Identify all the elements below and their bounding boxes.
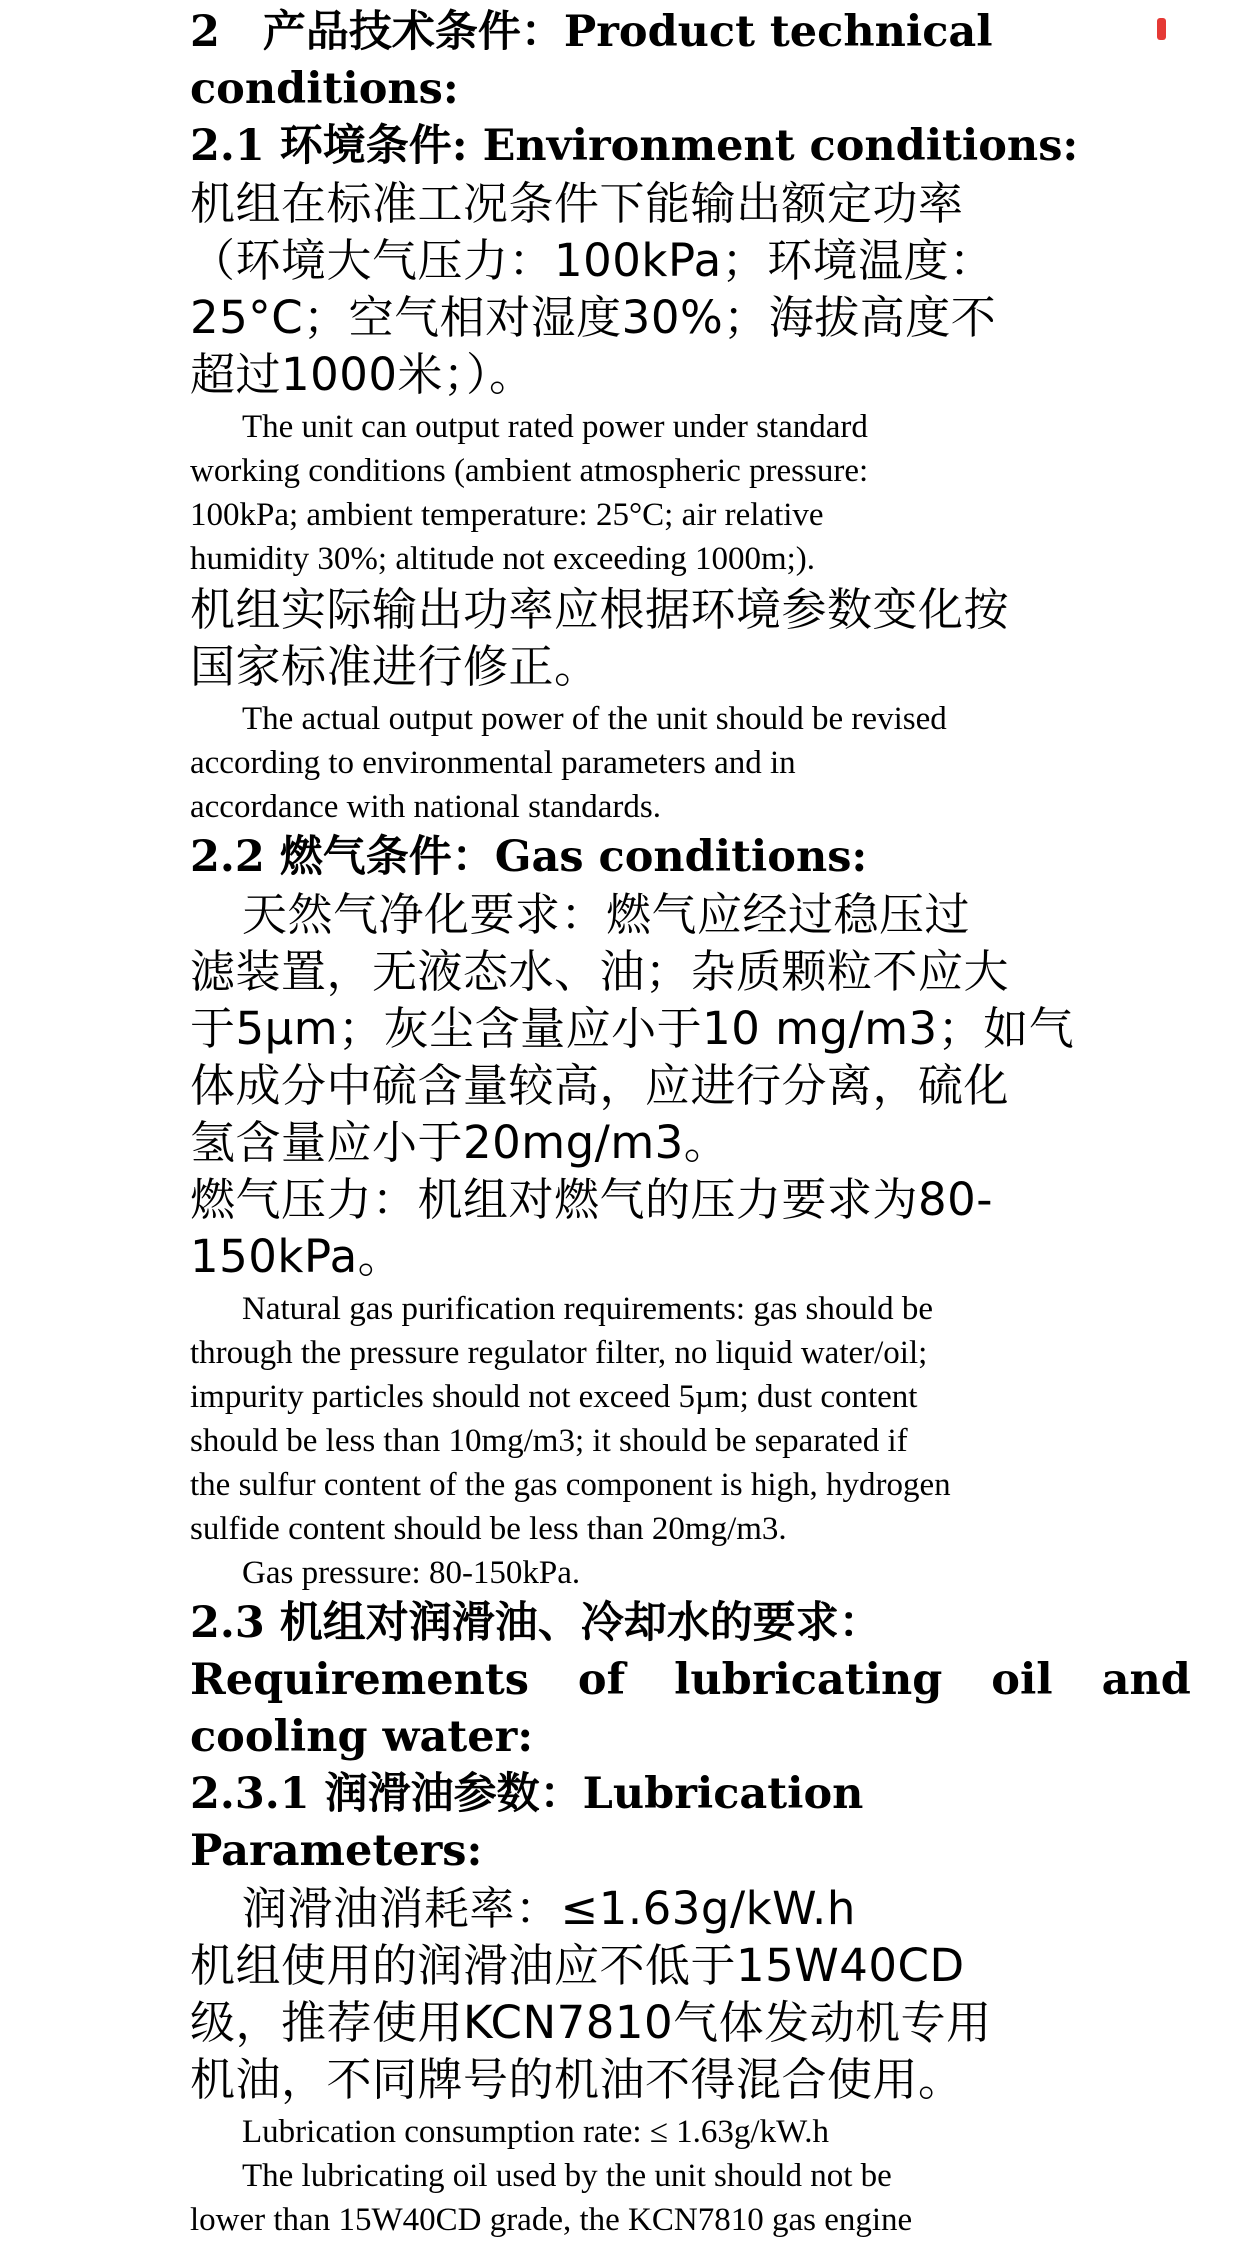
text-line: 燃气压力：机组对燃气的压力要求为80-: [190, 1173, 993, 1226]
text-line: 润滑油消耗率：≤1.63g/kW.h: [242, 1882, 856, 1935]
text-line: 机组在标准工况条件下能输出额定功率: [190, 177, 964, 230]
text-line: the sulfur content of the gas component is high, hydrogen: [190, 1467, 951, 1503]
text-line: The lubricating oil used by the unit should not be: [242, 2158, 892, 2194]
text-line: humidity 30%; altitude not exceeding 1000m;).: [190, 541, 816, 577]
text-line: 氢含量应小于20mg/m3。: [190, 1116, 730, 1169]
section-2-2-zh-paragraph: [190, 886, 1075, 1171]
section-2-1-zh-paragraph: [190, 175, 1052, 403]
section-2-1-en-paragraph: [190, 405, 1052, 581]
section-2-3-heading: [190, 1595, 1191, 1766]
text-line: Natural gas purification requirements: gas should be: [242, 1291, 933, 1327]
section-2-2-en-paragraph: [190, 1287, 1052, 1595]
text-line: Gas pressure: 80-150kPa.: [242, 1555, 581, 1591]
section-2-3-heading-line-1: 2.3 机组对润滑油、冷却水的要求：: [190, 1598, 882, 1648]
section-2-title-line-2: conditions:: [190, 64, 459, 114]
text-line: impurity particles should not exceed 5µm; dust content: [190, 1379, 918, 1415]
section-2-title: [190, 4, 1052, 118]
section-2-3-1-en-paragraph: [190, 2110, 1052, 2242]
section-2-1-en-paragraph-2: [190, 697, 1052, 829]
section-2-2-heading: 2.2 燃气条件：Gas conditions:: [190, 832, 868, 882]
text-line: （环境大气压力：100kPa；环境温度：: [190, 234, 995, 287]
text-line: sulfide content should be less than 20mg/m3.: [190, 1511, 787, 1547]
section-2-3-heading-line-2: Requirements of lubricating oil and: [190, 1655, 1191, 1705]
red-scroll-marker: [1157, 18, 1166, 40]
section-2-1-zh-paragraph-2: [190, 581, 1052, 695]
section-2-3-1-heading-line-1: 2.3.1 润滑油参数：Lubrication: [190, 1769, 864, 1819]
section-2-2-zh-paragraph-2: [190, 1171, 1052, 1285]
text-line: should be less than 10mg/m3; it should be separated if: [190, 1423, 908, 1459]
text-line: 国家标准进行修正。: [190, 640, 600, 693]
text-line: 机组实际输出功率应根据环境参数变化按: [190, 583, 1010, 636]
text-line: The actual output power of the unit should be revised: [242, 701, 947, 737]
text-line: 体成分中硫含量较高，应进行分离，硫化: [190, 1059, 1010, 1112]
text-line: 级，推荐使用KCN7810气体发动机专用: [190, 1996, 992, 2049]
text-line: 机组使用的润滑油应不低于15W40CD: [190, 1939, 965, 1992]
document-page: [190, 0, 1191, 2242]
text-line: 100kPa; ambient temperature: 25°C; air relative: [190, 497, 824, 533]
section-2-title-line-1: 2 产品技术条件：Product technical: [190, 7, 993, 57]
text-line: 超过1000米；）。: [190, 348, 535, 401]
section-2-1-heading: 2.1 环境条件: Environment conditions:: [190, 121, 1079, 171]
text-line: accordance with national standards.: [190, 789, 661, 825]
text-line: 150kPa。: [190, 1230, 404, 1283]
text-line: working conditions (ambient atmospheric pressure:: [190, 453, 869, 489]
text-line: 天然气净化要求：燃气应经过稳压过: [242, 888, 971, 941]
text-line: 25°C；空气相对湿度30%；海拔高度不: [190, 291, 997, 344]
section-2-3-1-heading: [190, 1766, 1052, 1880]
section-2-3-1-zh-paragraph: [190, 1937, 1052, 2108]
section-2-3-heading-line-3: cooling water:: [190, 1712, 534, 1762]
section-2-3-1-zh-consumption: [190, 1880, 1052, 1937]
text-line: 机油，不同牌号的机油不得混合使用。: [190, 2053, 964, 2106]
section-2-3-1-heading-line-2: Parameters:: [190, 1826, 483, 1876]
text-line: 滤装置，无液态水、油；杂质颗粒不应大: [190, 945, 1010, 998]
text-line: lower than 15W40CD grade, the KCN7810 gas engine: [190, 2202, 913, 2238]
text-line: Lubrication consumption rate: ≤ 1.63g/kW.h: [242, 2114, 829, 2150]
text-line: 于5µm；灰尘含量应小于10 mg/m3；如气: [190, 1002, 1075, 1055]
text-line: The unit can output rated power under standard: [242, 409, 868, 445]
text-line: according to environmental parameters and in: [190, 745, 796, 781]
text-line: through the pressure regulator filter, no liquid water/oil;: [190, 1335, 928, 1371]
